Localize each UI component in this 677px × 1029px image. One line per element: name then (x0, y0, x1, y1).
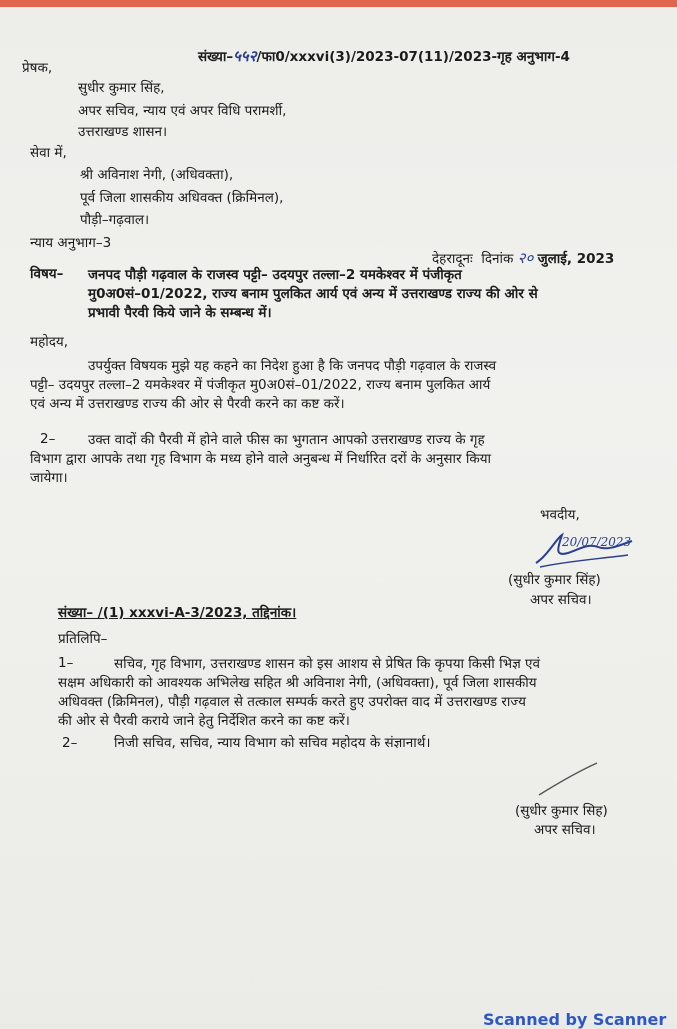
copy-item-2-number: 2– (62, 735, 78, 751)
recipient-name: श्री अविनाश नेगी, (अधिवक्ता), (80, 167, 234, 183)
paragraph-line: सचिव, गृह विभाग, उत्तराखण्ड शासन को इस आशय से प्रेषित कि कृपया किसी भिज्ञ एवं (114, 656, 540, 672)
recipient-place: पौड़ी–गढ़वाल। (80, 212, 150, 228)
signatory-2-name: (सुधीर कुमार सिह) (515, 803, 608, 819)
document-page (0, 7, 677, 1024)
reference-number (198, 48, 570, 66)
copy-label: प्रतिलिपि– (58, 631, 108, 647)
paragraph-line: उपर्युक्त विषयक मुझे यह कहने का निदेश हुआ है कि जनपद पौड़ी गढ़वाल के राजस्व (88, 358, 497, 374)
date-place: देहरादूनः (432, 251, 473, 267)
signatory-name: (सुधीर कुमार सिंह) (508, 572, 601, 588)
salutation: महोदय, (30, 334, 69, 350)
copy-reference: संख्या– /(1) xxxvi-A-3/2023, तद्दिनांक। (58, 605, 297, 621)
paragraph-line: की ओर से पैरवी कराये जाने हेतु निर्देशित करने का कष्ट करें। (58, 713, 350, 729)
reference-suffix: /फा0/xxxvi(3)/2023-07(11)/2023-गृह अनुभाग-4 (256, 49, 570, 65)
paragraph-2-number: 2– (40, 431, 56, 447)
reference-prefix: संख्या– (198, 49, 234, 65)
sender-office: उत्तराखण्ड शासन। (78, 124, 168, 140)
copy-item-2: निजी सचिव, सचिव, न्याय विभाग को सचिव महोदय के संज्ञानार्थ। (114, 735, 431, 751)
body-paragraph-1 (30, 357, 666, 414)
paragraph-line: उक्त वादों की पैरवी में होने वाले फीस का भुगतान आपको उत्तराखण्ड राज्य के गृह (88, 432, 485, 448)
handwritten-signature-2 (535, 759, 605, 799)
subject-line: मु0अ0सं–01/2022, राज्य बनाम पुलकित आर्य एवं अन्य में उत्तराखण्ड राज्य की ओर से (88, 286, 538, 302)
subject-line: जनपद पौड़ी गढ़वाल के राजस्व पट्टी– उदयपुर तल्ला–2 यमकेश्वर में पंजीकृत (88, 267, 462, 283)
paragraph-line: जायेगा। (30, 470, 68, 486)
subject-text (88, 266, 668, 323)
top-accent-bar (0, 0, 677, 7)
scanner-watermark: Scanned by Scanner (483, 1010, 667, 1029)
copy-item-1 (58, 655, 666, 731)
reference-handwritten-number: ५५२ (233, 47, 257, 65)
signature-date: 20/07/2023 (562, 535, 632, 549)
signatory-designation: अपर सचिव। (530, 592, 592, 608)
recipient-designation: पूर्व जिला शासकीय अधिवक्त (क्रिमिनल), (80, 190, 284, 206)
sender-name: सुधीर कुमार सिंह, (78, 80, 165, 96)
body-paragraph-2 (30, 431, 666, 488)
section-label: न्याय अनुभाग–3 (30, 235, 112, 251)
paragraph-line: सक्षम अधिकारी को आवश्यक अभिलेख सहित श्री अविनाश नेगी, (अधिवक्ता), पूर्व जिला शासकीय (58, 675, 537, 691)
subject-label: विषय– (30, 266, 64, 282)
paragraph-line: एवं अन्य में उत्तराखण्ड राज्य की ओर से पैरवी करने का कष्ट करें। (30, 396, 345, 412)
sender-label: प्रेषक, (22, 60, 53, 76)
recipient-label: सेवा में, (30, 145, 67, 161)
closing: भवदीय, (540, 507, 580, 523)
subject-line: प्रभावी पैरवी किये जाने के सम्बन्ध में। (88, 305, 272, 321)
paragraph-line: पट्टी– उदयपुर तल्ला–2 यमकेश्वर में पंजीकृत मु0अ0सं–01/2022, राज्य बनाम पुलकित आर्य (30, 377, 491, 393)
sender-designation: अपर सचिव, न्याय एवं अपर विधि परामर्शी, (78, 103, 287, 119)
paragraph-line: अधिवक्त (क्रिमिनल), पौड़ी गढ़वाल से तत्काल सम्पर्क करते हुए उपरोक्त वाद में उत्तराखण्ड राज्य (58, 694, 526, 710)
date-month-year: जुलाई, 2023 (537, 251, 615, 267)
date-handwritten-day: २० (517, 249, 534, 267)
paragraph-line: विभाग द्वारा आपके तथा गृह विभाग के मध्य होने वाले अनुबन्ध में निर्धारित दरों के अनुसार किया (30, 451, 492, 467)
signatory-2-designation: अपर सचिव। (534, 822, 596, 838)
date-label: दिनांक (481, 251, 514, 267)
copy-item-1-number: 1– (58, 655, 74, 671)
